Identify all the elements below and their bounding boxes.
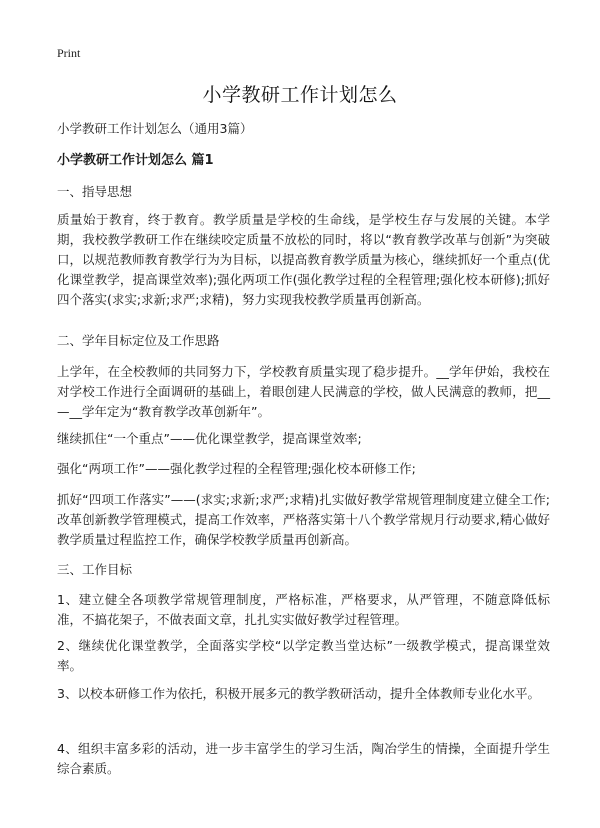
section-heading-3: 三、工作目标 (57, 562, 133, 577)
section-1-paragraph-1: 质量始于教育，终于教育。教学质量是学校的生命线，是学校生存与发展的关键。本学期，我校教学教研工作在继续咬定质量不放松的同时，将以“教育教学改革与创新”为突破口，以规范教师教育教学行为为目标，以提高教育教学质量为核心，继续抓好一个重点(优化课堂教学，提高课堂效率);强化两项工作(强化教学过程的全程管理;强化校本研修);抓好四个落实(求实;求新;求严;求精)，努力实现我校教学质量再创新高。 (57, 212, 550, 307)
goal-item-2: 2、继续优化课堂教学，全面落实学校“以学定教当堂达标”一级教学模式，提高课堂效率。 (57, 638, 550, 673)
page-title: 小学教研工作计划怎么 (202, 84, 398, 106)
goal-item-1: 1、建立健全各项教学常规管理制度，严格标准，严格要求，从严管理，不随意降低标准，不搞花架子，不做表面文章，扎扎实实做好教学过程管理。 (57, 592, 550, 627)
print-label: Print (57, 46, 81, 60)
section-2-paragraph-4: 抓好“四项工作落实”——(求实;求新;求严;求精)扎实做好教学常规管理制度建立健全工作;改革创新教学管理模式，提高工作效率，严格落实第十八个教学常规月行动要求,精心做好教学质量过程监控工作，确保学校教学质量再创新高。 (57, 492, 550, 547)
section-heading-1: 一、指导思想 (57, 184, 133, 199)
part-heading: 小学教研工作计划怎么 篇1 (57, 153, 214, 168)
section-2-paragraph-3: 强化“两项工作”——强化教学过程的全程管理;强化校本研修工作; (57, 461, 416, 476)
section-heading-2: 二、学年目标定位及工作思路 (57, 333, 220, 348)
goal-item-4: 4、组织丰富多彩的活动，进一步丰富学生的学习生活，陶冶学生的情操，全面提升学生综合素质。 (57, 741, 550, 776)
section-2-paragraph-1: 上学年，在全校教师的共同努力下，学校教育质量实现了稳步提升。__学年伊始，我校在对学校工作进行全面调研的基础上，着眼创建人民满意的学校，做人民满意的教师，把__—__学年定为“教育教学改革创新年”。 (57, 364, 550, 419)
goal-item-3: 3、以校本研修工作为依托，积极开展多元的教学教研活动，提升全体教师专业化水平。 (57, 686, 540, 701)
section-2-paragraph-2: 继续抓住“一个重点”——优化课堂教学，提高课堂效率; (57, 431, 362, 446)
doc-subtitle: 小学教研工作计划怎么（通用3篇） (57, 121, 253, 136)
